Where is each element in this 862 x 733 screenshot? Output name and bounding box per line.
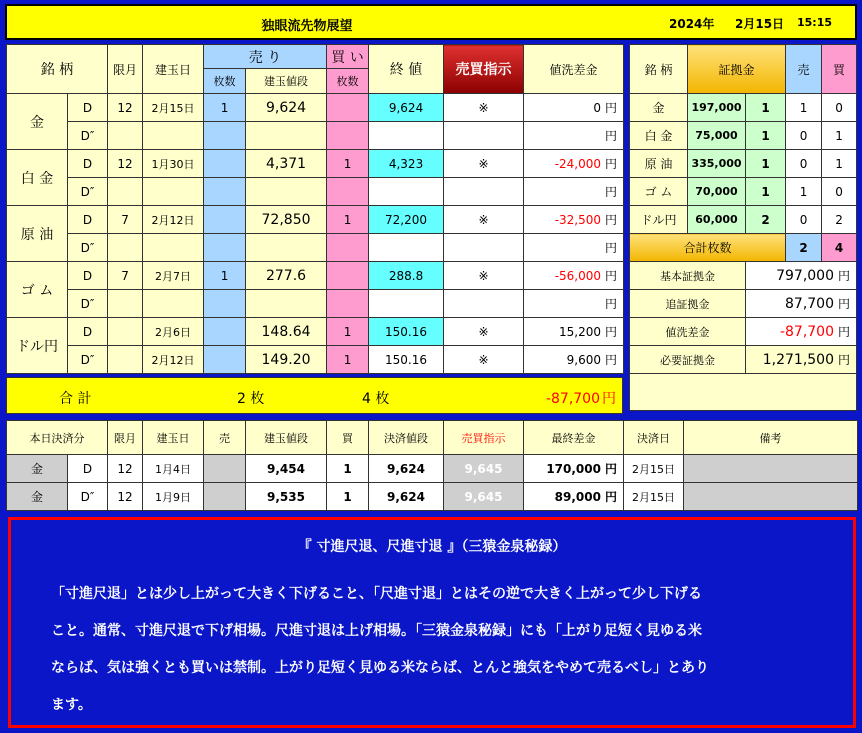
settled-final-unit: 円 [604, 462, 617, 476]
margin-buy: 0 [822, 178, 857, 206]
position-row [7, 346, 624, 374]
position-close [369, 290, 444, 318]
settled-col-uri: 売 [204, 421, 246, 455]
position-instruction [444, 234, 524, 262]
position-sell-count [204, 122, 246, 150]
commentary-line: こと。通常、寸進尺退で下げ相場。尺進寸退は上げ相場。「三猿金泉秘録」にも「上がり足短く見ゆる米 [51, 623, 702, 639]
margin-summary-value [746, 290, 857, 318]
position-name: 金 [7, 94, 68, 150]
settled-col-tategyoku-nedan: 建玉値段 [246, 421, 327, 455]
margin-summary-value [746, 346, 857, 374]
position-diff-unit: 円 [605, 325, 618, 339]
settled-col-tategyokubi: 建玉日 [143, 421, 204, 455]
margin-summary-row [630, 318, 857, 346]
position-sell-count [204, 234, 246, 262]
settled-date: 1月9日 [143, 483, 204, 511]
margin-sell: 0 [786, 122, 822, 150]
position-month: 12 [108, 150, 143, 178]
margin-summary-label: 基本証拠金 [630, 262, 746, 290]
position-price: 9,624 [246, 94, 327, 122]
margin-name: 金 [630, 94, 688, 122]
margin-row [630, 94, 857, 122]
margin-col-shokokin: 証拠金 [688, 45, 786, 94]
position-diff-value: -56,000 [554, 269, 602, 283]
position-month-label: D [68, 206, 108, 234]
position-instruction: ※ [444, 206, 524, 234]
position-diff-unit: 円 [605, 353, 618, 367]
position-diff [524, 178, 624, 206]
position-date: 2月15日 [143, 94, 204, 122]
position-month-label: D [68, 150, 108, 178]
settled-date-closed: 2月15日 [624, 455, 684, 483]
position-sell-count [204, 150, 246, 178]
settled-buy: 1 [327, 455, 369, 483]
position-diff-value: -24,000 [554, 157, 602, 171]
position-instruction: ※ [444, 262, 524, 290]
position-diff [524, 150, 624, 178]
settled-date: 1月4日 [143, 455, 204, 483]
margin-name: ゴ ム [630, 178, 688, 206]
settled-final-unit: 円 [604, 490, 617, 504]
margin-table [629, 44, 857, 411]
margin-col-meigara: 銘 柄 [630, 45, 688, 94]
position-row [7, 234, 624, 262]
col-gengetsu: 限月 [108, 45, 143, 94]
margin-row [630, 150, 857, 178]
settled-col-kessai-nedan: 決済値段 [369, 421, 444, 455]
position-month-label: D″ [68, 346, 108, 374]
settled-instruction: 9,645 [444, 483, 524, 511]
position-close: 150.16 [369, 318, 444, 346]
margin-count: 1 [746, 94, 786, 122]
settled-col-saishu-sakin: 最終差金 [524, 421, 624, 455]
settled-name: 金 [7, 483, 68, 511]
position-row [7, 318, 624, 346]
position-row [7, 94, 624, 122]
position-sell-count: 1 [204, 94, 246, 122]
settled-month: 12 [108, 483, 143, 511]
margin-summary-amount: 1,271,500 [762, 352, 834, 368]
margin-summary-unit: 円 [838, 353, 851, 367]
position-diff-unit: 円 [605, 157, 618, 171]
position-buy-count [327, 262, 369, 290]
col-tategyokubi: 建玉日 [143, 45, 204, 94]
settled-price: 9,454 [246, 455, 327, 483]
total-diff [546, 388, 616, 408]
margin-summary-unit: 円 [838, 297, 851, 311]
margin-summary-amount: -87,700 [779, 324, 834, 340]
commentary-panel [8, 517, 856, 728]
position-price: 148.64 [246, 318, 327, 346]
position-close: 288.8 [369, 262, 444, 290]
position-close: 72,200 [369, 206, 444, 234]
position-month-label: D [68, 318, 108, 346]
position-close [369, 178, 444, 206]
totals-bar [6, 377, 623, 414]
settled-final-value: 89,000 [554, 490, 601, 504]
position-diff-unit: 円 [605, 129, 618, 143]
col-sell-maisu: 枚数 [204, 69, 246, 94]
settled-date-closed: 2月15日 [624, 483, 684, 511]
header-time: 15:15 [797, 16, 833, 29]
col-nearai-sakin: 値洗差金 [524, 45, 624, 94]
margin-row [630, 122, 857, 150]
position-buy-count [327, 94, 369, 122]
position-month-label: D″ [68, 122, 108, 150]
position-sell-count [204, 318, 246, 346]
margin-col-uri: 売 [786, 45, 822, 94]
position-month: 12 [108, 94, 143, 122]
position-instruction: ※ [444, 318, 524, 346]
position-diff [524, 234, 624, 262]
settled-note [684, 455, 858, 483]
position-sell-count [204, 346, 246, 374]
settled-row [7, 483, 858, 511]
total-buy [362, 388, 389, 408]
margin-name: ドル円 [630, 206, 688, 234]
position-date [143, 122, 204, 150]
position-price: 4,371 [246, 150, 327, 178]
position-instruction [444, 178, 524, 206]
col-baibai-shiji: 売買指示 [444, 45, 524, 94]
settled-col-kessaibi: 決済日 [624, 421, 684, 455]
margin-col-kai: 買 [822, 45, 857, 94]
position-diff-value: 15,200 [559, 325, 602, 339]
position-diff [524, 346, 624, 374]
position-instruction [444, 122, 524, 150]
position-name: ゴ ム [7, 262, 68, 318]
position-date: 2月6日 [143, 318, 204, 346]
col-buy-maisu: 枚数 [327, 69, 369, 94]
commentary-line: ます。 [51, 697, 92, 713]
settled-settle-price: 9,624 [369, 483, 444, 511]
settled-col-gengetsu: 限月 [108, 421, 143, 455]
position-date: 2月12日 [143, 206, 204, 234]
margin-sell: 0 [786, 150, 822, 178]
margin-sell: 1 [786, 178, 822, 206]
position-row [7, 262, 624, 290]
header-year: 2024年 [669, 17, 715, 31]
margin-amount: 70,000 [688, 178, 746, 206]
position-buy-count: 1 [327, 150, 369, 178]
position-date [143, 290, 204, 318]
commentary-body [51, 576, 831, 724]
position-month: 7 [108, 262, 143, 290]
position-name: ドル円 [7, 318, 68, 374]
margin-summary-row [630, 346, 857, 374]
settled-final-value: 170,000 [546, 462, 601, 476]
margin-amount: 75,000 [688, 122, 746, 150]
settled-month-label: D [68, 455, 108, 483]
position-close [369, 122, 444, 150]
margin-count: 1 [746, 150, 786, 178]
position-instruction [444, 290, 524, 318]
position-price [246, 234, 327, 262]
commentary-title: 『 寸進尺退、尺進寸退 』（三猿金泉秘録） [297, 539, 567, 555]
settled-final [524, 483, 624, 511]
position-diff-value: 0 [593, 101, 602, 115]
position-diff-unit: 円 [605, 269, 618, 283]
position-date: 2月7日 [143, 262, 204, 290]
settled-settle-price: 9,624 [369, 455, 444, 483]
total-buy-unit: 枚 [375, 391, 390, 407]
position-diff-unit: 円 [605, 185, 618, 199]
total-sell-unit: 枚 [250, 391, 265, 407]
position-month [108, 178, 143, 206]
position-date [143, 234, 204, 262]
margin-amount: 197,000 [688, 94, 746, 122]
settled-instruction: 9,645 [444, 455, 524, 483]
margin-summary-label: 必要証拠金 [630, 346, 746, 374]
margin-buy: 0 [822, 94, 857, 122]
settled-price: 9,535 [246, 483, 327, 511]
position-diff [524, 318, 624, 346]
position-month: 7 [108, 206, 143, 234]
margin-total-row [630, 234, 857, 262]
position-price: 277.6 [246, 262, 327, 290]
settled-final [524, 455, 624, 483]
margin-total-label: 合計枚数 [630, 234, 786, 262]
settled-table [6, 420, 858, 511]
position-sell-count [204, 290, 246, 318]
settled-name: 金 [7, 455, 68, 483]
position-close: 150.16 [369, 346, 444, 374]
margin-buy: 1 [822, 122, 857, 150]
margin-summary-row [630, 262, 857, 290]
margin-filler-row [630, 374, 857, 411]
margin-summary-label: 追証拠金 [630, 290, 746, 318]
position-diff-unit: 円 [605, 241, 618, 255]
position-sell-count [204, 178, 246, 206]
header-date: 2月15日 [735, 17, 785, 31]
position-close [369, 234, 444, 262]
position-month [108, 318, 143, 346]
position-buy-count: 1 [327, 206, 369, 234]
commentary-line: ならば、気は強くとも買いは禁制。上がり足短く見ゆる米ならば、とんと強気をやめて売るべし」とあり [51, 660, 709, 676]
margin-name: 原 油 [630, 150, 688, 178]
position-buy-count [327, 122, 369, 150]
position-buy-count: 1 [327, 346, 369, 374]
margin-summary-row [630, 290, 857, 318]
total-diff-value: -87,700 [545, 391, 600, 407]
total-diff-unit: 円 [602, 391, 616, 407]
position-diff [524, 262, 624, 290]
col-kai: 買 い [327, 45, 369, 69]
margin-summary-unit: 円 [838, 269, 851, 283]
position-month-label: D″ [68, 290, 108, 318]
margin-total-sell: 2 [786, 234, 822, 262]
margin-name: 白 金 [630, 122, 688, 150]
position-month [108, 346, 143, 374]
position-diff [524, 94, 624, 122]
position-name: 白 金 [7, 150, 68, 206]
margin-summary-value [746, 318, 857, 346]
position-price [246, 290, 327, 318]
position-diff-unit: 円 [605, 297, 618, 311]
position-buy-count [327, 234, 369, 262]
settled-col-baibai-shiji: 売買指示 [444, 421, 524, 455]
position-name: 原 油 [7, 206, 68, 262]
margin-row [630, 206, 857, 234]
margin-sell: 0 [786, 206, 822, 234]
position-close: 9,624 [369, 94, 444, 122]
margin-count: 1 [746, 122, 786, 150]
margin-count: 2 [746, 206, 786, 234]
position-close: 4,323 [369, 150, 444, 178]
position-buy-count [327, 178, 369, 206]
margin-summary-amount: 87,700 [785, 296, 834, 312]
position-row [7, 122, 624, 150]
settled-col-biko: 備考 [684, 421, 858, 455]
settled-col-label: 本日決済分 [7, 421, 108, 455]
page-title: 独眼流先物展望 [261, 19, 353, 34]
margin-row [630, 178, 857, 206]
position-date: 1月30日 [143, 150, 204, 178]
header-bar [5, 4, 857, 40]
position-row [7, 206, 624, 234]
settled-row [7, 455, 858, 483]
settled-month: 12 [108, 455, 143, 483]
margin-summary-amount: 797,000 [776, 268, 834, 284]
position-price: 72,850 [246, 206, 327, 234]
position-instruction: ※ [444, 150, 524, 178]
margin-total-buy: 4 [822, 234, 857, 262]
position-month-label: D″ [68, 234, 108, 262]
position-instruction: ※ [444, 94, 524, 122]
position-sell-count: 1 [204, 262, 246, 290]
col-owarine: 終 値 [369, 45, 444, 94]
position-diff-unit: 円 [605, 213, 618, 227]
commentary-line: 「寸進尺退」とは少し上がって大きく下げること、「尺進寸退」とはその逆で大きく上がって少し下げる [51, 586, 702, 602]
margin-buy: 1 [822, 150, 857, 178]
settled-month-label: D″ [68, 483, 108, 511]
position-price: 149.20 [246, 346, 327, 374]
col-tategyoku-nedan: 建玉値段 [246, 69, 327, 94]
position-row [7, 290, 624, 318]
position-diff [524, 290, 624, 318]
position-instruction: ※ [444, 346, 524, 374]
margin-sell: 1 [786, 94, 822, 122]
margin-amount: 60,000 [688, 206, 746, 234]
position-price [246, 122, 327, 150]
margin-filler [630, 374, 857, 411]
position-month [108, 122, 143, 150]
margin-count: 1 [746, 178, 786, 206]
position-month [108, 290, 143, 318]
position-date: 2月12日 [143, 346, 204, 374]
margin-summary-value [746, 262, 857, 290]
col-meigara: 銘 柄 [7, 45, 108, 94]
position-date [143, 178, 204, 206]
settled-sell [204, 483, 246, 511]
position-row [7, 178, 624, 206]
position-month-label: D″ [68, 178, 108, 206]
total-buy-value: 4 [362, 391, 371, 407]
position-month [108, 234, 143, 262]
position-diff [524, 206, 624, 234]
margin-buy: 2 [822, 206, 857, 234]
total-label: 合 計 [59, 391, 92, 407]
margin-summary-unit: 円 [838, 325, 851, 339]
position-buy-count [327, 290, 369, 318]
settled-note [684, 483, 858, 511]
settled-col-kai: 買 [327, 421, 369, 455]
position-buy-count: 1 [327, 318, 369, 346]
settled-buy: 1 [327, 483, 369, 511]
col-uri: 売 り [204, 45, 327, 69]
position-month-label: D [68, 94, 108, 122]
total-sell [237, 388, 264, 408]
position-month-label: D [68, 262, 108, 290]
position-diff-value: -32,500 [554, 213, 602, 227]
total-sell-value: 2 [237, 391, 246, 407]
margin-summary-label: 値洗差金 [630, 318, 746, 346]
position-diff [524, 122, 624, 150]
settled-sell [204, 455, 246, 483]
position-diff-unit: 円 [605, 101, 618, 115]
position-diff-value: 9,600 [566, 353, 602, 367]
margin-amount: 335,000 [688, 150, 746, 178]
position-sell-count [204, 206, 246, 234]
position-price [246, 178, 327, 206]
positions-table [6, 44, 624, 374]
position-row [7, 150, 624, 178]
